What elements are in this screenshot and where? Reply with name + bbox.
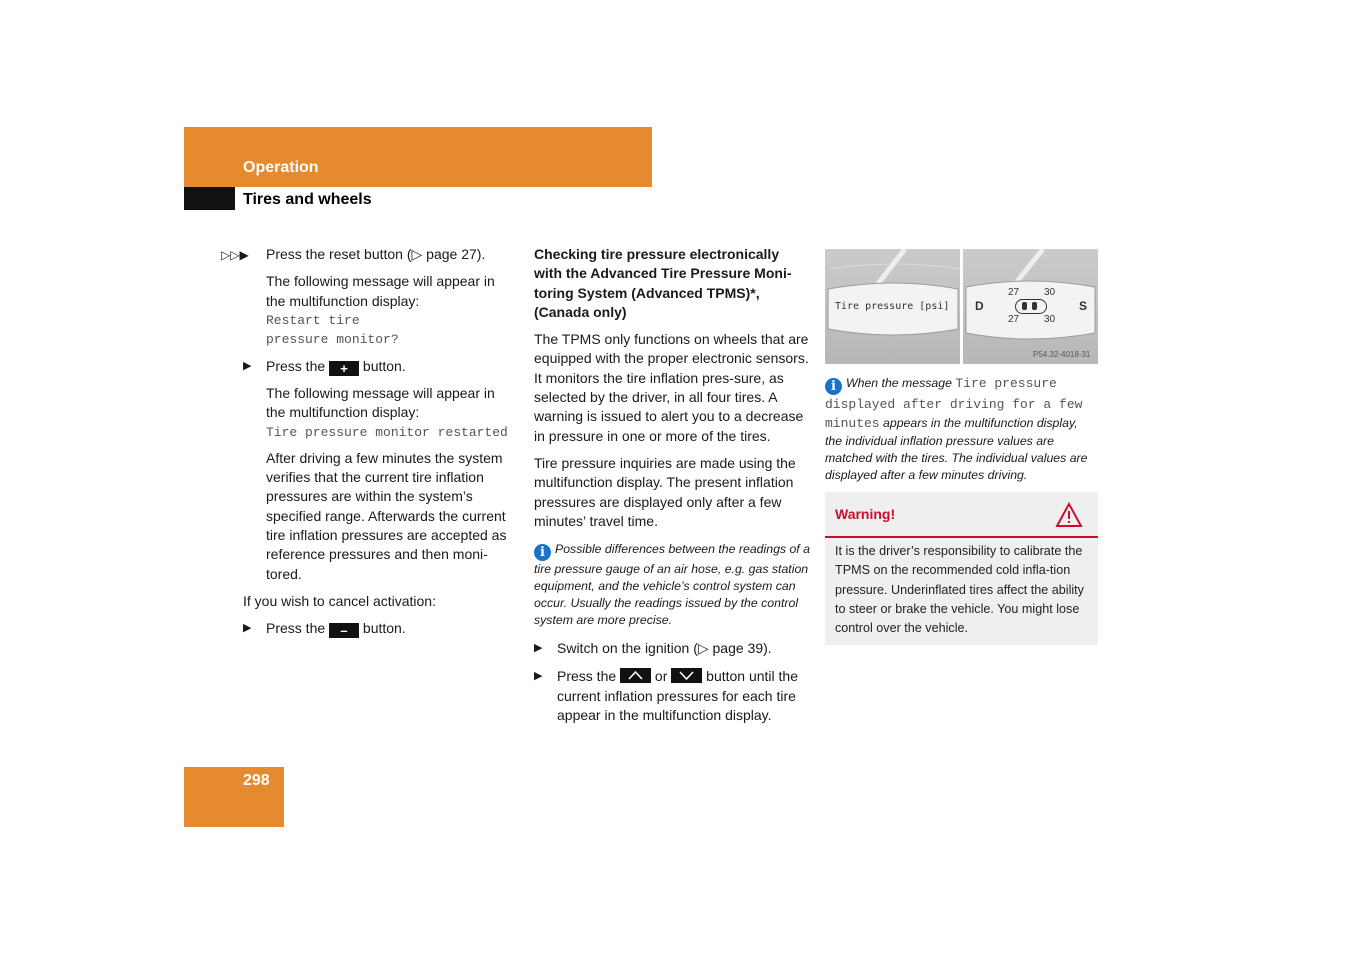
step-text: button until the current inflation pressures for each tire appear in the multifunction display. [557, 668, 799, 724]
message-intro: The following message will appear in the multifunction display: [266, 273, 495, 309]
warning-triangle-icon [1055, 502, 1083, 528]
section-heading: Checking tire pressure electronically with the Advanced Tire Pressure Moni-toring System (Advanced TPMS)*, (Canada only) [534, 246, 792, 320]
message-intro: The following message will appear in the multifunction display: [266, 385, 495, 421]
display-message: Tire pressure displayed after driving for a few minutes [825, 376, 1083, 431]
paragraph: Tire pressure inquiries are made using the multifunction display. The present inflation pressures are displayed only after a few minutes’ travel time. [534, 454, 796, 529]
header-band [184, 127, 652, 187]
step-text: Press the reset button (▷ page 27). [266, 246, 486, 262]
note-text: appears in the multifunction display, the individual inflation pressure values are matched with the tires. The individual values are displayed after a few minutes driving. [825, 416, 1088, 482]
step-plus [243, 357, 518, 376]
up-arrow-icon [620, 668, 651, 683]
pressure-rear-left: 27 [1008, 314, 1020, 325]
info-icon: i [534, 544, 551, 561]
step-text: Press the [266, 620, 326, 637]
bullet-icon: ▶ [534, 670, 543, 683]
column-left [243, 245, 518, 638]
pressure-front-right: 30 [1044, 287, 1056, 298]
step-ignition [534, 639, 810, 658]
step-scroll [534, 667, 810, 725]
cancel-intro: If you wish to cancel activation: [243, 592, 436, 609]
pressure-front-left: 27 [1008, 287, 1020, 298]
warning-header [825, 492, 1098, 538]
note-text: Possible differences between the readings of a tire pressure gauge of an air hose, e.g. gas station equipment, and the vehicle’s control system can occur. Usually the readings issued by the control system are more precise. [534, 542, 810, 628]
warning-box [825, 492, 1098, 645]
subsection-title: Tires and wheels [243, 191, 372, 208]
instrument-display-photo [825, 249, 1098, 364]
image-code: P54.32-4018-31 [1033, 350, 1091, 359]
bullet-icon: ▶ [534, 642, 543, 655]
step-text: button. [362, 357, 406, 374]
continue-marker: ▷▷▶ [221, 248, 249, 262]
display-message: pressure monitor? [266, 331, 399, 347]
step-text: Switch on the ignition (▷ page 39). [557, 640, 772, 657]
step-text: Press the [266, 357, 326, 374]
pressure-rear-right: 30 [1044, 314, 1056, 325]
info-note [534, 541, 810, 629]
section-title: Operation [243, 159, 319, 176]
step-reset [243, 245, 518, 264]
bullet-icon: ▶ [243, 622, 252, 635]
warning-title: Warning! [835, 506, 896, 522]
display-message: Tire pressure monitor restarted [266, 424, 508, 440]
gear-letter-left: D [975, 299, 984, 313]
paragraph: The TPMS only functions on wheels that are equipped with the proper electronic sensors. It monitors the tire inflation pres-sure, as selected by the driver, in all four tires. A warning is issued to alert you to a decrease in pressure in one or more of the tires. [534, 331, 809, 444]
column-middle [534, 245, 810, 725]
step-text: or [654, 668, 668, 685]
page-number: 298 [243, 772, 270, 789]
gear-letter-right: S [1079, 299, 1088, 313]
note-text: When the message [846, 376, 952, 390]
step-text: button. [362, 620, 406, 637]
warning-text: It is the driver’s responsibility to calibrate the TPMS on the recommended cold infla-tion pressure. Underinflated tires affect the ability to steer or brake the vehicle. You might lose control over the vehicle. [835, 544, 1084, 636]
header-marker [184, 187, 235, 210]
car-outline-icon [1015, 299, 1047, 314]
bullet-icon: ▶ [243, 359, 252, 372]
step-text: Press the [557, 668, 617, 685]
column-right-note [825, 374, 1098, 484]
down-arrow-icon [671, 668, 702, 683]
display-text-left: Tire pressure [psi] [835, 301, 950, 312]
after-driving-text: After driving a few minutes the system verifies that the current tire inflation pressures are within the system’s specified range. Afterwards the current tire inflation pressures are accepted as reference pressures and then moni-tored. [266, 449, 507, 582]
display-message: Restart tire [266, 312, 360, 328]
info-icon: i [825, 378, 842, 395]
minus-key-icon: – [329, 623, 359, 638]
plus-key-icon: + [329, 361, 359, 376]
step-minus [243, 619, 518, 638]
